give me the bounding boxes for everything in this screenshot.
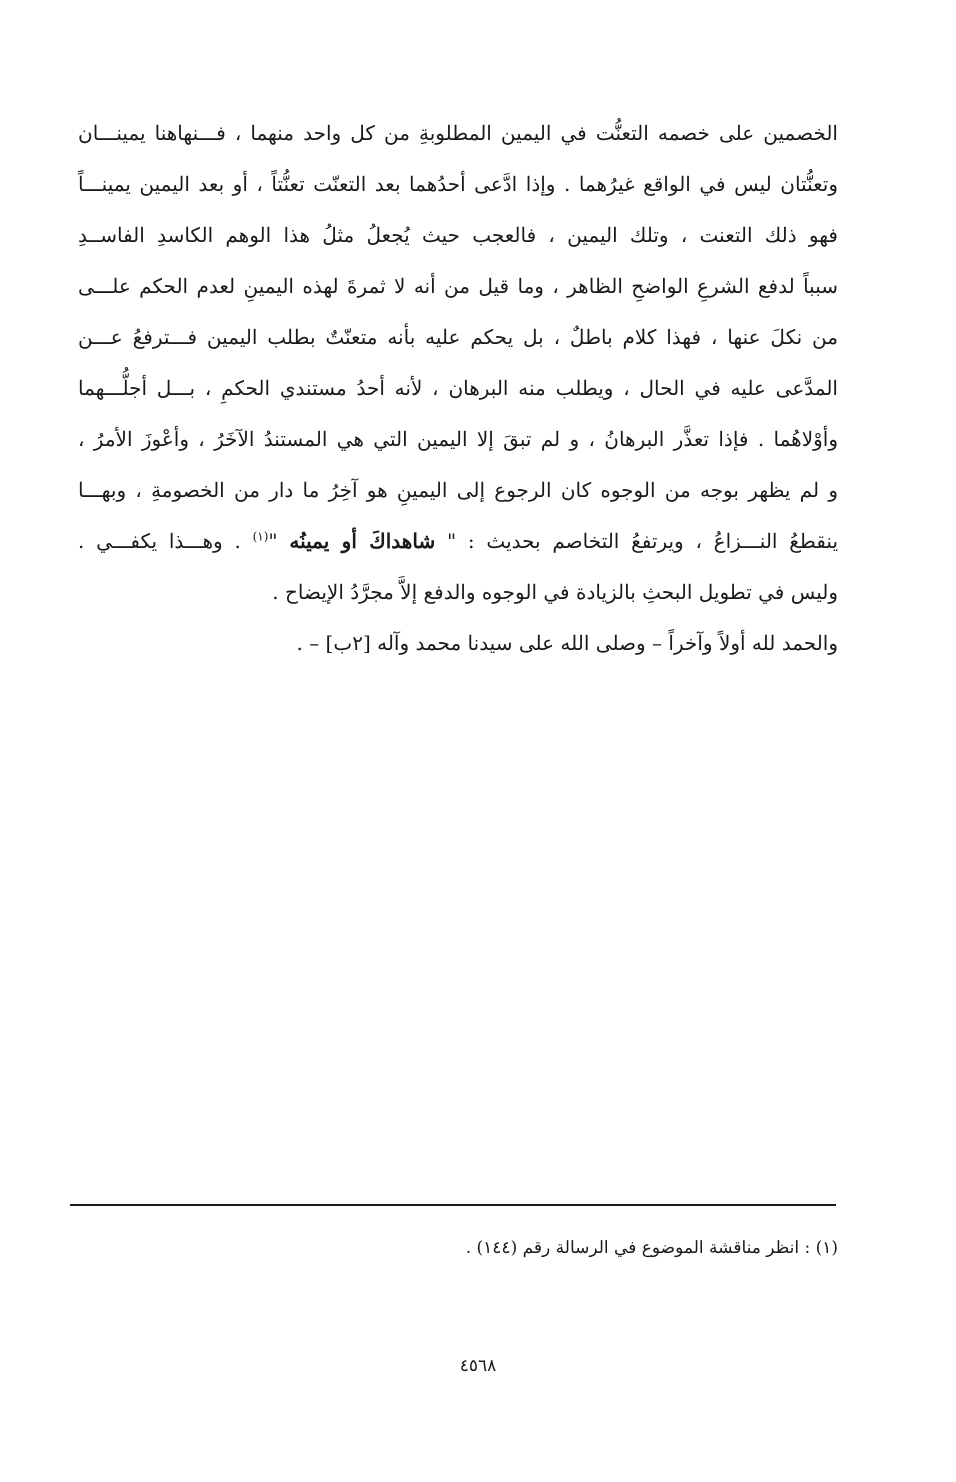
text-line-7: وأوْلاهُما . فإذا تعذَّر البرهانُ ، و لم تبقَ إلا اليمين التي هي المستندُ الآخَرُ ، وأعْوزَ الأمرُ ، [78,427,838,451]
text-line-4: سبباً لدفع الشرعِ الواضحِ الظاهر ، وما قيل من أنه لا ثمرةَ لهذه اليمينِ لعدم الحكم علـــى [78,274,838,298]
text-line-1: الخصمين على خصمه التعنُّت في اليمين المطلوبةِ من كل واحد منهما ، فـــنهاهنا يمينـــان [78,121,838,145]
text-line-9-start: ينقطعُ النـــزاعُ ، ويرتفعُ التخاصم بحديث : " [435,529,839,553]
hadith-quote: شاهداكَ أو يمينُه [289,529,436,553]
text-line-6: المدَّعى عليه في الحال ، ويطلب منه البرهان ، لأنه أحدُ مستندي الحكمِ ، بـــل أجلُّـــهما [78,376,838,400]
footnote-separator [70,1204,836,1206]
text-line-3: فهو ذلك التعنت ، وتلك اليمين ، فالعجب حيث يُجعلُ مثلُ هذا الوهم الكاسدِ الفاســدِ [78,223,838,247]
text-line-9 [78,516,838,567]
text-line-11: والحمد لله أولاً وآخراً – وصلى الله على سيدنا محمد وآله [٢ب] – . [296,631,838,655]
text-line-2: وتعنُّتان ليس في الواقع غيرُهما . وإذا ادَّعى أحدُهما بعد التعنّت تعنُّتاً ، أو بعد اليمين يمينـــاً [78,172,838,196]
body-text [78,108,838,669]
footnote-reference[interactable]: (١) [252,529,269,544]
text-line-8: و لم يظهر بوجه من الوجوه كان الرجوع إلى اليمينِ هو آخِرُ ما دار من الخصومةِ ، وبهـــا [78,478,838,502]
footnote: (١) : انظر مناقشة الموضوع في الرسالة رقم (١٤٤) . [465,1238,838,1258]
page-number: ٤٥٦٨ [459,1356,497,1376]
text-line-5: من نكلَ عنها ، فهذا كلام باطلٌ ، بل يحكم عليه بأنه متعنّتٌ بطلب اليمين فـــترفعُ عـــن [78,325,838,349]
text-line-10: وليس في تطويل البحثِ بالزيادة في الوجوه والدفع إلاَّ مجرَّدُ الإيضاح . [272,580,838,604]
closing-quote: " [268,529,290,553]
text-line-9-end: . وهـــذا يكفـــي . [78,529,253,553]
